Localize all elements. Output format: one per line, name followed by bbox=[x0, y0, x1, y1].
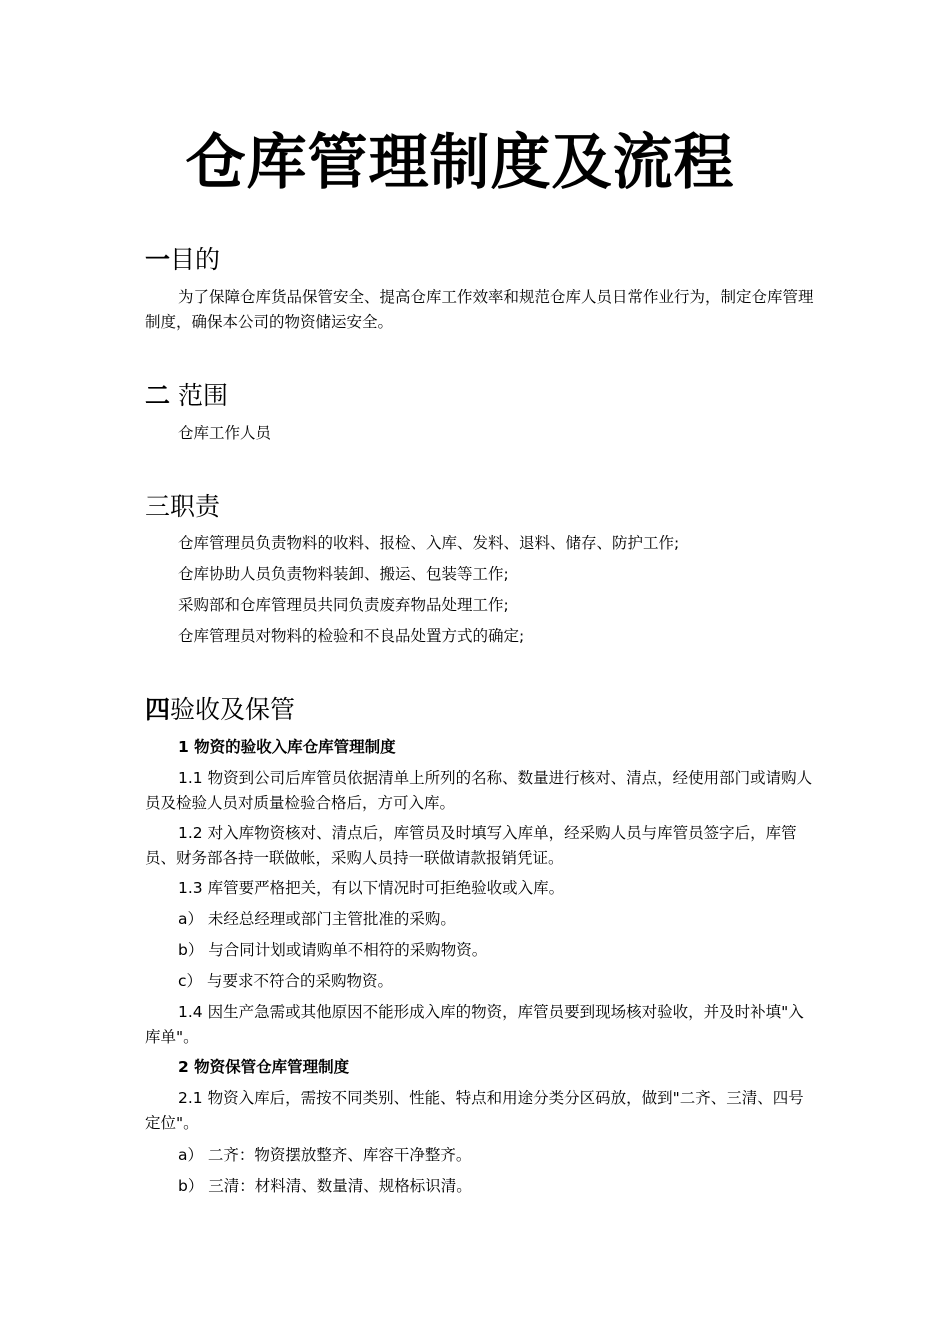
section-title: 范围 bbox=[170, 381, 228, 410]
clause-1-3-a: a） 未经总经理或部门主管批准的采购。 bbox=[178, 910, 456, 928]
clause-1-3-b: b） 与合同计划或请购单不相符的采购物资。 bbox=[178, 941, 488, 959]
section-number: 二 bbox=[145, 381, 171, 410]
clause-1-4: 1.4 因生产急需或其他原因不能形成入库的物资，库管员要到现场核对验收，并及时补填"入库单"。 bbox=[145, 1003, 804, 1046]
section-title: 目的 bbox=[170, 245, 221, 274]
duty-item: 仓库管理员对物料的检验和不良品处置方式的确定; bbox=[178, 627, 525, 645]
scope-text: 仓库工作人员 bbox=[178, 424, 272, 442]
clause-1-3: 1.3 库管要严格把关，有以下情况时可拒绝验收或入库。 bbox=[178, 879, 565, 897]
clause-1-1: 1.1 物资到公司后库管员依据清单上所列的名称、数量进行核对、清点，经使用部门或请购人员及检验人员对质量检验合格后，方可入库。 bbox=[145, 769, 813, 812]
section-title: 职责 bbox=[170, 492, 221, 521]
subsection-heading: 2 物资保管仓库管理制度 bbox=[178, 1058, 350, 1076]
clause-2-1: 2.1 物资入库后，需按不同类别、性能、特点和用途分类分区码放，做到"二齐、三清、四号定位"。 bbox=[145, 1089, 804, 1132]
duty-item: 仓库协助人员负责物料装卸、搬运、包装等工作; bbox=[178, 565, 509, 583]
clause-1-2: 1.2 对入库物资核对、清点后，库管员及时填写入库单，经采购人员与库管员签字后，库管员、财务部各持一联做帐，采购人员持一联做请款报销凭证。 bbox=[145, 824, 797, 867]
section-title: 验收及保管 bbox=[170, 695, 296, 724]
subsection-heading: 1 物资的验收入库仓库管理制度 bbox=[178, 738, 396, 756]
section-heading-scope bbox=[145, 380, 228, 412]
duty-item: 仓库管理员负责物料的收料、报检、入库、发料、退料、储存、防护工作; bbox=[178, 534, 680, 552]
purpose-paragraph: 为了保障仓库货品保管安全、提高仓库工作效率和规范仓库人员日常作业行为，制定仓库管理制度，确保本公司的物资储运安全。 bbox=[145, 288, 814, 331]
section-number: 一 bbox=[145, 245, 171, 274]
clause-2-1-a: a） 二齐：物资摆放整齐、库容干净整齐。 bbox=[178, 1146, 472, 1164]
section-number: 三 bbox=[145, 492, 171, 521]
clause-2-1-b: b） 三清：材料清、数量清、规格标识清。 bbox=[178, 1177, 472, 1195]
section-heading-acceptance bbox=[145, 694, 295, 726]
section-heading-duties bbox=[145, 491, 220, 523]
section-number: 四 bbox=[145, 695, 171, 724]
section-heading-purpose bbox=[145, 244, 220, 276]
page-title: 仓库管理制度及流程 bbox=[185, 128, 735, 198]
clause-1-3-c: c） 与要求不符合的采购物资。 bbox=[178, 972, 393, 990]
duty-item: 采购部和仓库管理员共同负责废弃物品处理工作; bbox=[178, 596, 509, 614]
